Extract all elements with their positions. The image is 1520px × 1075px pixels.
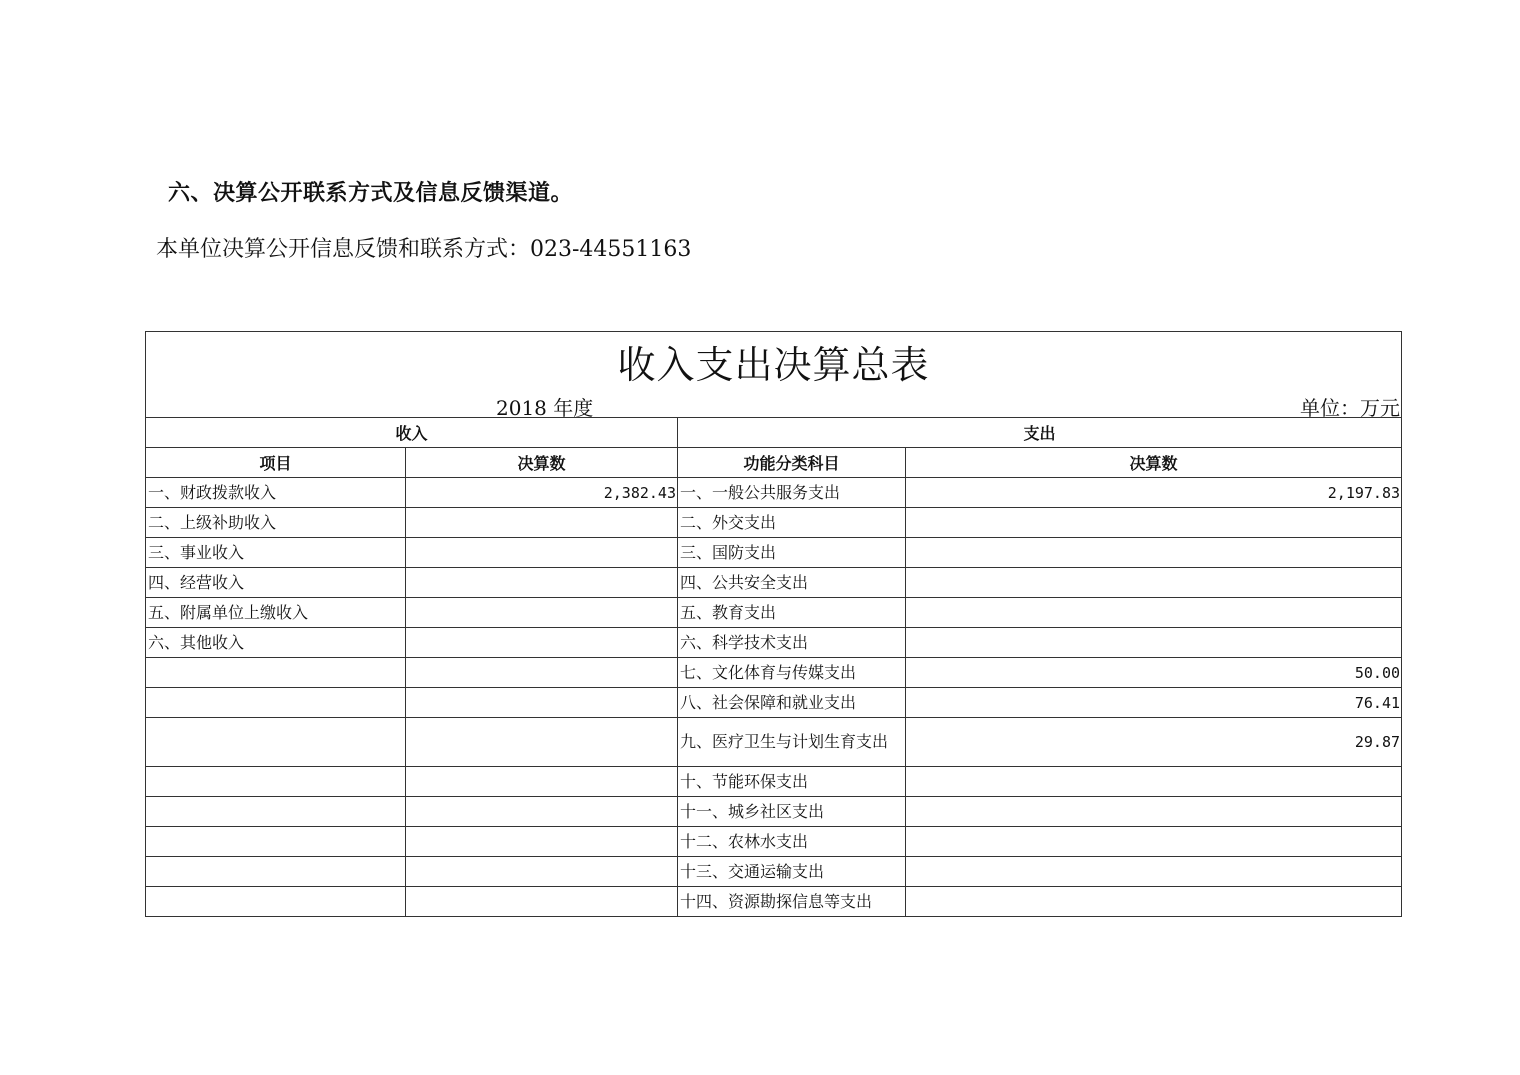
col-func-header: 功能分类科目 [678, 448, 906, 478]
table-row [146, 508, 1402, 538]
expense-amount-cell [906, 538, 1402, 568]
income-item-cell: 四、经营收入 [146, 568, 406, 598]
income-amount-cell [406, 887, 678, 917]
expense-amount-cell [906, 797, 1402, 827]
column-header-row [146, 448, 1402, 478]
expense-amount-cell [906, 767, 1402, 797]
section-heading: 六、决算公开联系方式及信息反馈渠道。 [168, 181, 574, 206]
expense-header: 支出 [678, 418, 1402, 448]
expense-item-cell: 八、社会保障和就业支出 [678, 688, 906, 718]
income-item-cell: 一、财政拨款收入 [146, 478, 406, 508]
income-item-cell [146, 658, 406, 688]
col-amount-header: 决算数 [406, 448, 678, 478]
income-item-cell [146, 887, 406, 917]
col-item-header: 项目 [146, 448, 406, 478]
income-amount-cell [406, 797, 678, 827]
expense-amount-cell [906, 857, 1402, 887]
table-title: 收入支出决算总表 [617, 342, 930, 387]
unit-label: 单位：万元 [1300, 396, 1401, 420]
income-item-cell [146, 827, 406, 857]
expense-amount-cell: 29.87 [906, 718, 1402, 767]
income-item-cell [146, 718, 406, 767]
expense-amount-cell [906, 628, 1402, 658]
income-item-cell: 三、事业收入 [146, 538, 406, 568]
income-item-cell [146, 857, 406, 887]
expense-item-cell: 二、外交支出 [678, 508, 906, 538]
expense-amount-cell: 76.41 [906, 688, 1402, 718]
income-amount-cell [406, 538, 678, 568]
expense-item-cell: 九、医疗卫生与计划生育支出 [678, 718, 906, 767]
table-row [146, 598, 1402, 628]
income-amount-cell [406, 857, 678, 887]
expense-item-cell: 五、教育支出 [678, 598, 906, 628]
table-row [146, 797, 1402, 827]
expense-amount-cell: 2,197.83 [906, 478, 1402, 508]
table-subtitle-row [146, 390, 1402, 418]
expense-amount-cell [906, 568, 1402, 598]
table-row [146, 538, 1402, 568]
expense-item-cell: 十四、资源勘探信息等支出 [678, 887, 906, 917]
income-amount-cell [406, 658, 678, 688]
income-amount-cell [406, 628, 678, 658]
fiscal-year: 2018 年度 [496, 396, 594, 420]
income-amount-cell: 2,382.43 [406, 478, 678, 508]
table-row [146, 718, 1402, 767]
income-item-cell [146, 688, 406, 718]
col-amount2-header: 决算数 [906, 448, 1402, 478]
expense-item-cell: 十一、城乡社区支出 [678, 797, 906, 827]
expense-amount-cell [906, 887, 1402, 917]
expense-item-cell: 七、文化体育与传媒支出 [678, 658, 906, 688]
expense-item-cell: 三、国防支出 [678, 538, 906, 568]
expense-item-cell: 一、一般公共服务支出 [678, 478, 906, 508]
group-header-row [146, 418, 1402, 448]
income-item-cell: 二、上级补助收入 [146, 508, 406, 538]
table-row [146, 658, 1402, 688]
income-amount-cell [406, 568, 678, 598]
income-amount-cell [406, 718, 678, 767]
expense-amount-cell: 50.00 [906, 658, 1402, 688]
table-row [146, 767, 1402, 797]
table-row [146, 628, 1402, 658]
table-title-cell [146, 332, 1402, 391]
table-body [146, 478, 1402, 917]
table-row [146, 827, 1402, 857]
expense-amount-cell [906, 598, 1402, 628]
expense-item-cell: 十、节能环保支出 [678, 767, 906, 797]
income-item-cell: 五、附属单位上缴收入 [146, 598, 406, 628]
table-row [146, 887, 1402, 917]
income-header: 收入 [146, 418, 678, 448]
income-amount-cell [406, 508, 678, 538]
expense-item-cell: 十二、农林水支出 [678, 827, 906, 857]
expense-amount-cell [906, 508, 1402, 538]
table-row [146, 478, 1402, 508]
income-item-cell [146, 797, 406, 827]
table-row [146, 568, 1402, 598]
table-subtitle-cell [146, 390, 1402, 418]
income-amount-cell [406, 767, 678, 797]
income-amount-cell [406, 827, 678, 857]
income-item-cell: 六、其他收入 [146, 628, 406, 658]
table-row [146, 857, 1402, 887]
expense-item-cell: 六、科学技术支出 [678, 628, 906, 658]
income-amount-cell [406, 688, 678, 718]
expense-amount-cell [906, 827, 1402, 857]
table-title-row [146, 332, 1402, 391]
income-expense-table [145, 331, 1402, 917]
table-row [146, 688, 1402, 718]
income-amount-cell [406, 598, 678, 628]
expense-item-cell: 四、公共安全支出 [678, 568, 906, 598]
income-item-cell [146, 767, 406, 797]
expense-item-cell: 十三、交通运输支出 [678, 857, 906, 887]
contact-info: 本单位决算公开信息反馈和联系方式：023-44551163 [156, 237, 692, 262]
